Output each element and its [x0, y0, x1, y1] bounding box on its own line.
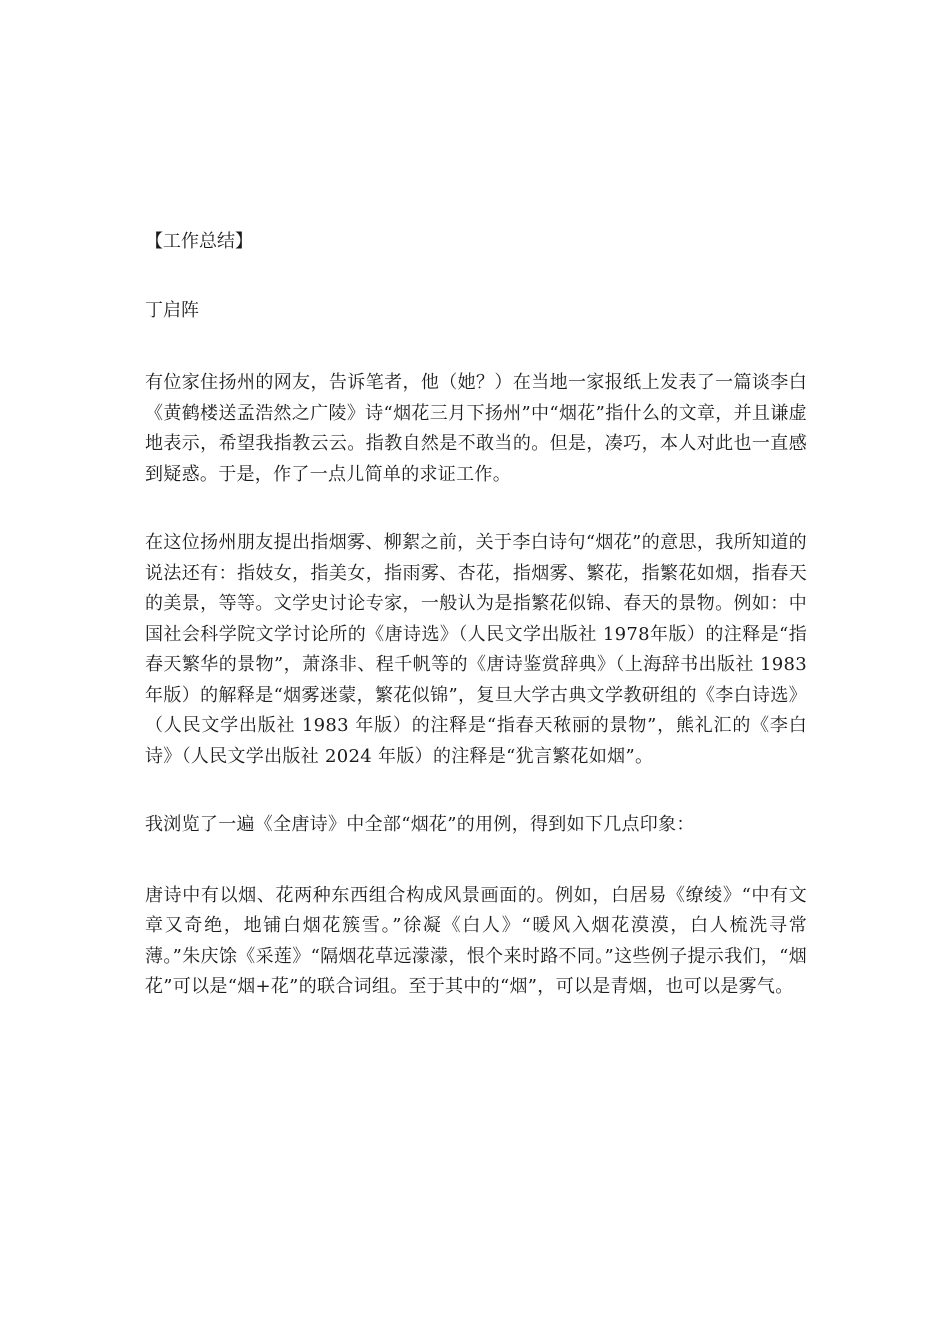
paragraph-1: 有位家住扬州的网友，告诉笔者，他（她？）在当地一家报纸上发表了一篇谈李白《黄鹤楼送孟浩然之广陵》诗“烟花三月下扬州”中“烟花”指什么的文章，并且谦虚地表示，希望我指教云云。指教自然是不敢当的。但是，凑巧，本人对此也一直感到疑惑。于是，作了一点儿简单的求证工作。	[145, 372, 807, 485]
paragraph-4: 唐诗中有以烟、花两种东西组合构成风景画面的。例如，白居易《缭绫》“中有文章又奇绝，地铺白烟花簇雪。”徐凝《白人》“暖风入烟花漠漠，白人梳洗寻常薄。”朱庆馀《采莲》“隔烟花草远濛濛，恨个来时路不同。”这些例子提示我们，“烟花”可以是“烟+花”的联合词组。至于其中的“烟”，可以是青烟，也可以是雾气。	[145, 884, 807, 997]
paragraph-3: 我浏览了一遍《全唐诗》中全部“烟花”的用例，得到如下几点印象：	[145, 814, 695, 835]
paragraph-2: 在这位扬州朋友提出指烟雾、柳絮之前，关于李白诗句“烟花”的意思，我所知道的说法还有：指妓女，指美女，指雨雾、杏花，指烟雾、繁花，指繁花如烟，指春天的美景，等等。文学史讨论专家，一般认为是指繁花似锦、春天的景物。例如：中国社会科学院文学讨论所的《唐诗选》（人民文学出版社 1978年版）的注释是“指春天繁华的景物”，萧涤非、程千帆等的《唐诗鉴赏辞典》（上海辞书出版社 1983 年版）的解释是“烟雾迷蒙，繁花似锦”，复旦大学古典文学教研组的《李白诗选》（人民文学出版社 1983 年版）的注释是“指春天秾丽的景物”，熊礼汇的《李白诗》（人民文学出版社 2024 年版）的注释是“犹言繁花如烟”。	[145, 532, 807, 767]
document-body	[145, 226, 807, 1041]
author-name: 丁启阵	[145, 300, 199, 321]
document-heading: 【工作总结】	[145, 231, 253, 252]
